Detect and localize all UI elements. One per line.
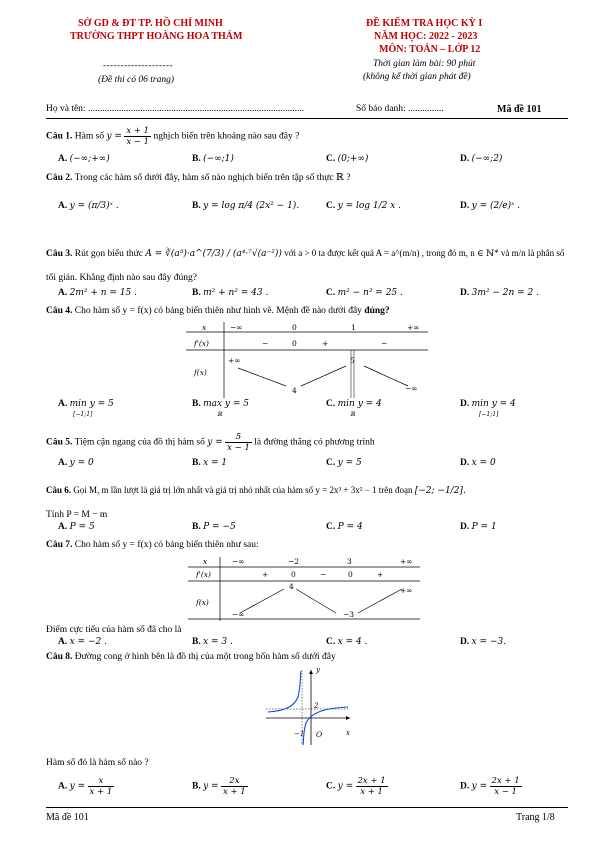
q4-option-b: B. max y = 5 [192, 399, 250, 409]
q7-x-3: +∞ [400, 557, 413, 566]
q4-option-a: A. min y = 5 [58, 399, 114, 409]
pages-note: (Đề thi có 06 trang) [98, 75, 174, 85]
q8-option-a: A. y = $\frac{x}{x + 1}$ [58, 776, 113, 797]
header-dashes: -------------------- [103, 60, 173, 70]
q4-x-0: −∞ [230, 323, 243, 332]
q4-fp-1: 0 [292, 339, 297, 348]
q5-option-b: B. x = 1 [192, 458, 228, 468]
q4-fp-4: − [381, 339, 388, 348]
question-6-line2: Tính P = M − m [46, 510, 108, 520]
q6-option-b: B. P = −5 [192, 522, 236, 532]
q8-x-label: x [346, 729, 350, 737]
question-4: Câu 4. Cho hàm số y = f(x) có bảng biến thiên như hình vẽ. Mệnh đề nào dưới đây đúng? [46, 306, 390, 316]
question-3: Câu 3. Rút gọn biểu thức A = ∛(a⁵)·a^(7/3) / (a⁴·⁷√(a⁻²)) với a > 0 ta được kết quả A = a^(m/n) , trong đó m, n ∈ ℕ* và m/n là phân số [46, 248, 565, 259]
question-6: Câu 6. Gọi M, m lần lượt là giá trị lớn nhất và giá trị nhỏ nhất của hàm số y = 2x³ + 3x² − 1 trên đoạn [−2; −1/2]. [46, 485, 466, 496]
q3-option-d: D. 3m² − 2n = 2 . [460, 288, 539, 298]
q1-option-a: A. (−∞;+∞) [58, 154, 110, 164]
q4-option-d: D. min y = 4 [460, 399, 516, 409]
school-name: TRƯỜNG THPT HOÀNG HOA THÁM [70, 31, 243, 42]
q2-option-d: D. y = (2/e)ˣ . [460, 201, 520, 211]
q3-option-a: A. 2m² + n = 15 . [58, 288, 137, 298]
footer-page: Trang 1/8 [516, 812, 555, 823]
school-year: NĂM HỌC: 2022 - 2023 [374, 31, 478, 42]
q2-option-b: B. y = log π/4 (2x² − 1). [192, 201, 300, 211]
q8-graph [264, 667, 354, 747]
question-2: Câu 2. Trong các hàm số dưới đây, hàm số nào nghịch biến trên tập số thực ℝ ? [46, 173, 351, 183]
q4-fp-0: − [262, 339, 269, 348]
student-id-field: Số báo danh: ............... [356, 104, 444, 114]
footer-divider [46, 807, 568, 808]
q4-fp-label: f'(x) [194, 339, 209, 348]
q3-option-b: B. m² + n² = 43 . [192, 288, 269, 298]
q5-option-a: A. y = 0 [58, 458, 94, 468]
q4-option-d-sub: [−1;1] [479, 411, 499, 418]
q7-option-b: B. x = 3 . [192, 637, 233, 647]
question-7: Câu 7. Cho hàm số y = f(x) có bảng biến thiên như sau: [46, 540, 259, 550]
q7-x-label: x [203, 557, 208, 566]
q4-option-a-sub: [−1;1] [73, 411, 93, 418]
subject: MÔN: TOÁN – LỚP 12 [379, 44, 481, 55]
q7-option-d: D. x = −3. [460, 637, 507, 647]
q4-option-c: C. min y = 4 [326, 399, 382, 409]
q5-fraction: $\frac{5}{x - 1}$ [227, 432, 250, 453]
q1-fraction: $\frac{x + 1}{x - 1}$ [126, 126, 150, 147]
q2-option-a: A. y = (π/3)ˣ . [58, 201, 119, 211]
q7-x-0: −∞ [232, 557, 245, 566]
q4-f-0: +∞ [228, 356, 241, 365]
q4-option-c-sub: ℝ [350, 411, 355, 418]
q7-option-c: C. x = 4 . [326, 637, 368, 647]
q4-f-1: 4 [292, 386, 297, 395]
question-3-line2: tối giản. Khẳng định nào sau đây đúng? [46, 273, 197, 283]
q7-x-1: −2 [288, 557, 300, 566]
q8-y-label: y [316, 666, 320, 674]
q7-fp-1: 0 [291, 570, 296, 579]
q4-f-2: 5 [350, 356, 355, 365]
q7-fp-3: 0 [348, 570, 353, 579]
q4-fp-2: + [322, 339, 329, 348]
question-8-prompt: Hàm số đó là hàm số nào ? [46, 758, 149, 768]
q7-fp-0: + [262, 570, 269, 579]
q7-f-1: 4 [289, 582, 294, 591]
q7-option-a: A. x = −2 . [58, 637, 107, 647]
q7-variation-table [188, 557, 420, 621]
q7-f-0: −∞ [232, 610, 245, 619]
q4-variation-table [186, 322, 428, 398]
q7-f-label: f(x) [196, 598, 209, 607]
q4-x-2: 1 [351, 323, 356, 332]
q4-f-label: f(x) [194, 368, 207, 377]
q5-option-d: D. x = 0 [460, 458, 496, 468]
q7-f-2: −3 [343, 610, 355, 619]
student-name-field: Họ và tên: ........................................................................................... [46, 104, 305, 114]
q1-option-c: C. (0;+∞) [326, 154, 369, 164]
q7-x-2: 3 [347, 557, 352, 566]
q8-two: 2 [314, 702, 319, 710]
q8-option-c: C. y = $\frac{2x + 1}{x + 1}$ [326, 776, 386, 797]
q7-fp-2: − [320, 570, 327, 579]
exam-title: ĐỀ KIỂM TRA HỌC KỲ I [366, 18, 483, 29]
header-divider [46, 118, 568, 119]
question-1: Câu 1. Hàm số y = $\frac{x + 1}{x - 1}$ nghịch biến trên khoảng nào sau đây ? [46, 126, 300, 147]
question-7-prompt: Điểm cực tiểu của hàm số đã cho là [46, 625, 182, 635]
q2-option-c: C. y = log 1/2 x . [326, 201, 402, 211]
question-5: Câu 5. Tiệm cận ngang của đồ thị hàm số y = $\frac{5}{x - 1}$ là đường thẳng có phương trình [46, 432, 375, 453]
q7-fp-4: + [377, 570, 384, 579]
q5-option-c: C. y = 5 [326, 458, 362, 468]
q8-option-b: B. y = $\frac{2x}{x + 1}$ [192, 776, 246, 797]
duration: Thời gian làm bài: 90 phút [373, 59, 476, 69]
q4-x-1: 0 [292, 323, 297, 332]
q6-option-c: C. P = 4 [326, 522, 363, 532]
duration-note: (không kể thời gian phát đề) [363, 72, 471, 82]
q4-option-b-sub: ℝ [217, 411, 222, 418]
q1-option-d: D. (−∞;2) [460, 154, 503, 164]
q1-option-b: B. (−∞;1) [192, 154, 234, 164]
q8-minus-one: −1 [294, 730, 305, 738]
q3-option-c: C. m² − n² = 25 . [326, 288, 403, 298]
q7-fp-label: f'(x) [196, 570, 211, 579]
q4-x-label: x [202, 323, 207, 332]
q8-origin: O [316, 730, 323, 739]
q6-option-d: D. P = 1 [460, 522, 497, 532]
department: SỞ GD & ĐT TP. HỒ CHÍ MINH [78, 18, 223, 29]
q4-x-3: +∞ [407, 323, 420, 332]
q7-f-3: +∞ [400, 586, 413, 595]
q6-option-a: A. P = 5 [58, 522, 95, 532]
q8-option-d: D. y = $\frac{2x + 1}{x - 1}$ [460, 776, 520, 797]
exam-code: Mã đề 101 [497, 104, 542, 115]
footer-code: Mã đề 101 [46, 812, 89, 823]
q4-f-3: −∞ [405, 384, 418, 393]
question-8: Câu 8. Đường cong ở hình bên là đồ thị của một trong bốn hàm số dưới đây [46, 652, 336, 662]
